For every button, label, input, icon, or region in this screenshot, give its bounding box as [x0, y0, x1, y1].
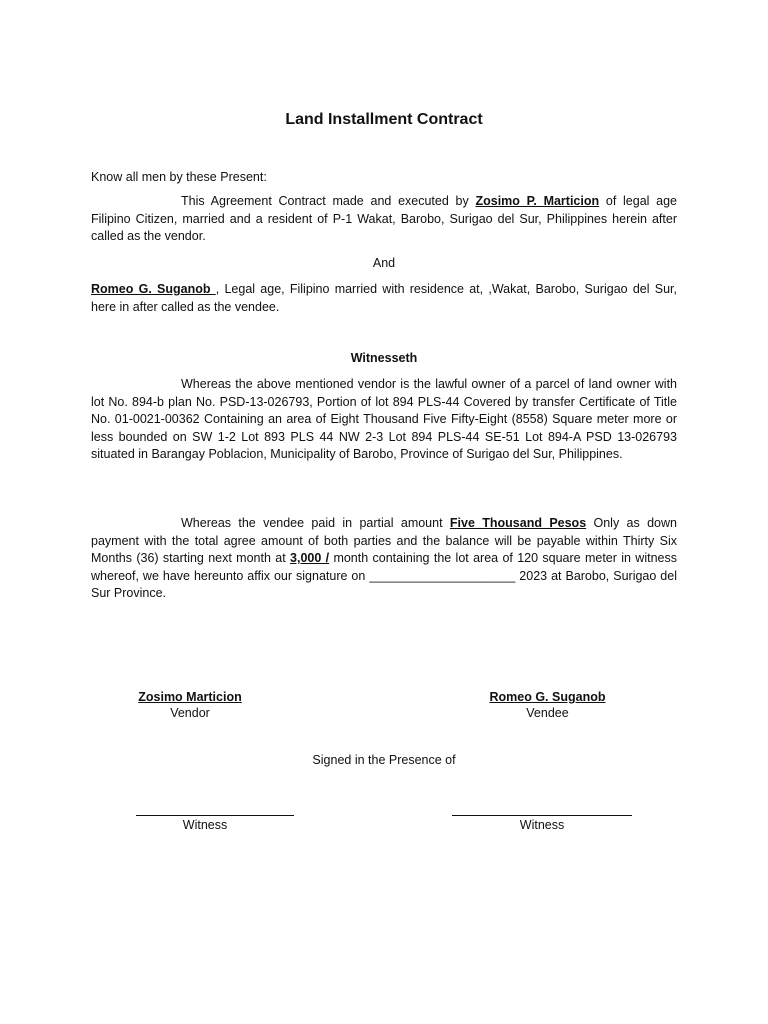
vendee-signature-block [470, 689, 625, 721]
paragraph-property [91, 376, 677, 464]
vendor-signature-block [120, 689, 260, 721]
para4-end: 2023 at Barobo, Surigao del Sur Province. [91, 568, 677, 600]
para4-post: month containing the lot area of 120 square meter in witness whereof, we have hereunto affix our signature on [91, 551, 677, 583]
paragraph-parties-vendor [91, 193, 677, 246]
para2-post: , Legal age, Filipino married with residence at, ,Wakat, Barobo, Surigao del Sur, here in after called as the vendee. [91, 282, 677, 314]
witness-left-label: Witness [182, 818, 228, 832]
para3-text: Whereas the above mentioned vendor is the lawful owner of a parcel of land owner with lot No. 894-b plan No. PSD-13-026793, Portion of lot 894 PLS-44 Covered by transfer Certificate of Title No. 01-0021-00362 Containing an area of Eight Thousand Five Fifty-Eight (8558) Square meter more or less bounded on SW 1-2 Lot 893 PLS 44 NW 2-3 Lot 894 PLS-44 SE-51 Lot 894-A PSD 13-026793 situated in Barangay Poblacion, Municipality of Barobo, Province of Surigao del Sur, Philippines. [91, 377, 677, 461]
witnesseth-heading: Witnesseth [350, 351, 418, 365]
para4-pre: Whereas the vendee paid in partial amount [181, 516, 450, 530]
monthly-amount: 3,000 / [290, 551, 330, 565]
vendee-signature-name: Romeo G. Suganob [489, 690, 606, 704]
and-label: And [372, 256, 396, 270]
paragraph-parties-vendee [91, 281, 677, 316]
down-payment-amount: Five Thousand Pesos [449, 516, 587, 530]
document-title: Land Installment Contract [285, 111, 483, 128]
vendor-role: Vendor [170, 706, 210, 720]
date-blank: _____________________ [369, 568, 516, 583]
vendor-name-inline: Zosimo P. Marticion [475, 194, 600, 208]
presence-line: Signed in the Presence of [312, 753, 456, 767]
para4-mid: Only as down payment with the total agree amount of both parties and the balance will be payable within Thirty Six Months (36) starting next month at [91, 516, 677, 565]
vendee-name-inline: Romeo G. Suganob [91, 282, 216, 296]
witness-right-label: Witness [519, 818, 565, 832]
opening-line: Know all men by these Present: [91, 170, 267, 184]
para1-post: of legal age Filipino Citizen, married and a resident of P-1 Wakat, Barobo, Surigao del Sur, Philippines herein after called as the vendor. [91, 194, 678, 243]
paragraph-payment [91, 515, 677, 603]
witness-left-signature-line [136, 815, 294, 816]
para1-pre: This Agreement Contract made and executed by [181, 194, 476, 208]
vendor-signature-name: Zosimo Marticion [138, 690, 242, 704]
witness-right-signature-line [452, 815, 632, 816]
vendee-role: Vendee [526, 706, 569, 720]
